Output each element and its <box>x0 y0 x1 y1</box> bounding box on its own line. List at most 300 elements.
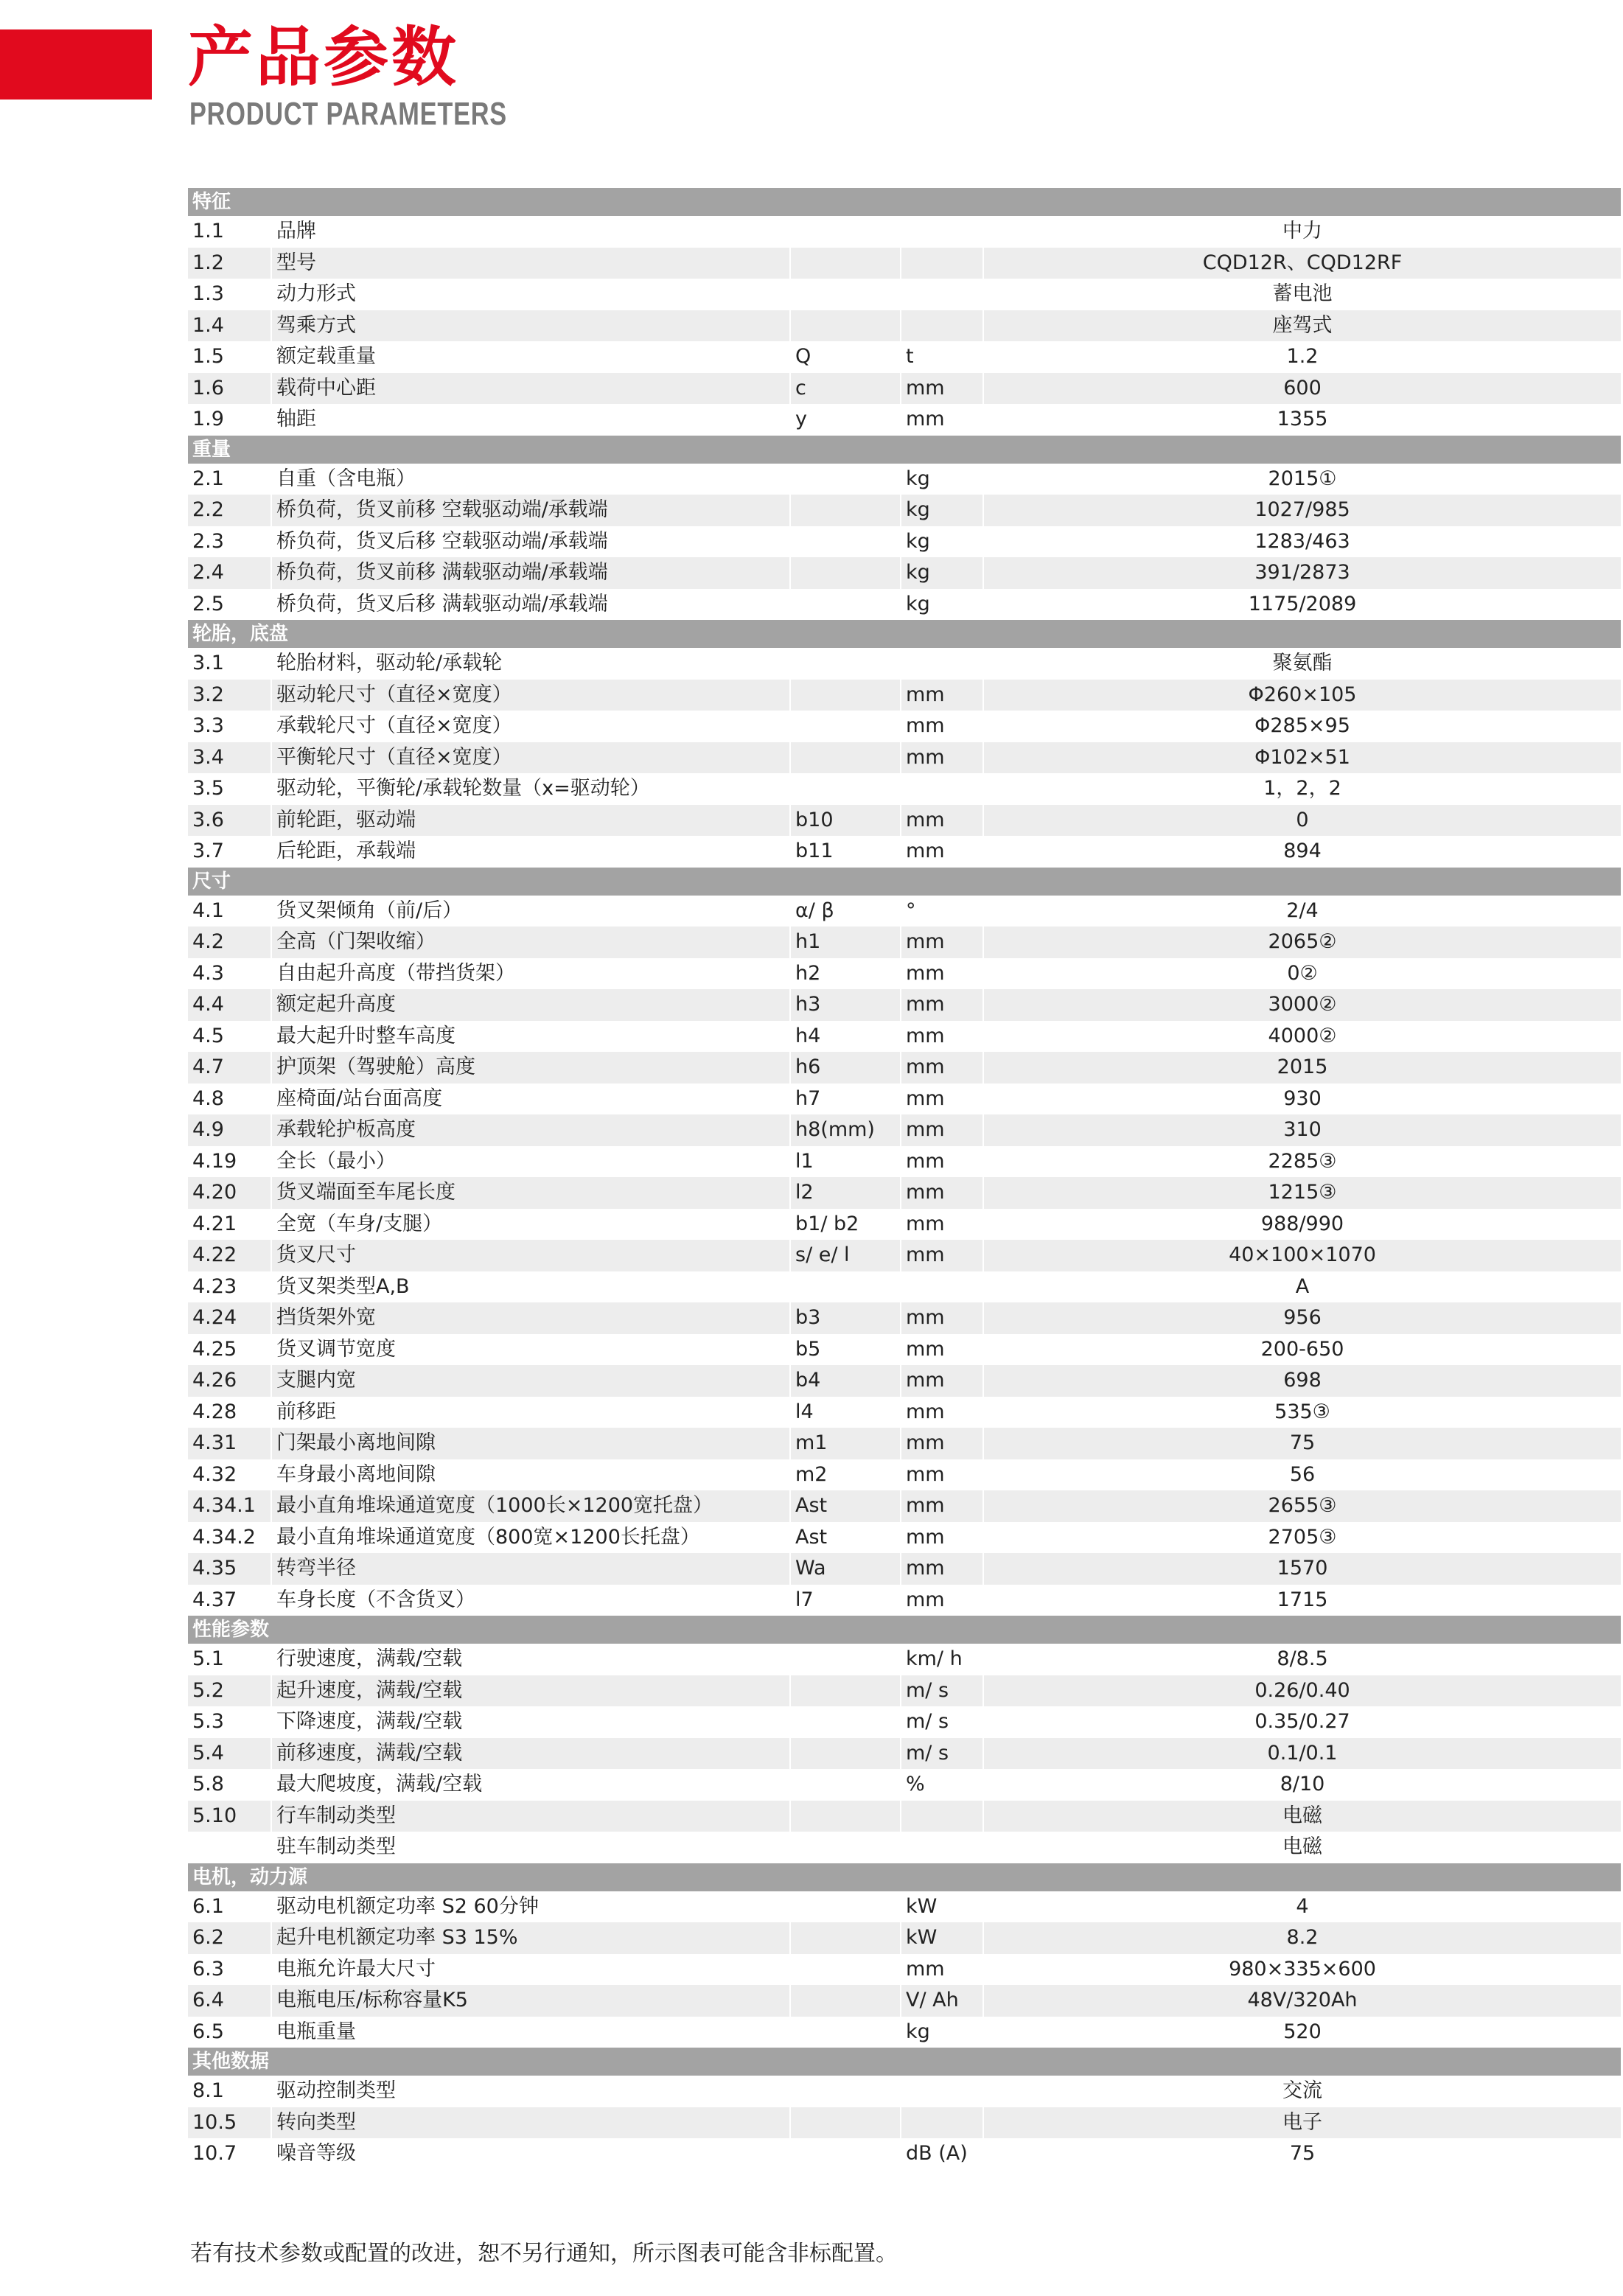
row-number: 3.4 <box>188 742 271 774</box>
param-value: 电磁 <box>983 1832 1622 1863</box>
param-name: 货叉架类型A,B <box>271 1271 790 1303</box>
param-unit: mm <box>901 1084 983 1115</box>
param-value: 1570 <box>983 1553 1622 1585</box>
param-symbol <box>790 1891 901 1923</box>
param-symbol: Ast <box>790 1522 901 1554</box>
section-header <box>188 1863 1622 1891</box>
param-name: 驱动轮，平衡轮/承载轮数量（x=驱动轮） <box>271 773 790 805</box>
spec-row <box>188 896 1622 927</box>
row-number: 4.24 <box>188 1302 271 1334</box>
param-value: 2705③ <box>983 1522 1622 1554</box>
row-number: 4.4 <box>188 989 271 1021</box>
spec-row <box>188 1209 1622 1241</box>
param-unit <box>901 310 983 342</box>
param-unit: mm <box>901 1334 983 1366</box>
param-value: 48V/320Ah <box>983 1985 1622 2017</box>
spec-row <box>188 1397 1622 1428</box>
param-value: 2/4 <box>983 896 1622 927</box>
param-unit: mm <box>901 1954 983 1986</box>
param-unit: mm <box>901 680 983 711</box>
param-value: 980×335×600 <box>983 1954 1622 1986</box>
param-name: 起升速度，满载/空载 <box>271 1675 790 1707</box>
param-name: 轴距 <box>271 404 790 436</box>
row-number: 8.1 <box>188 2076 271 2107</box>
param-symbol <box>790 1738 901 1770</box>
param-symbol <box>790 1801 901 1832</box>
spec-row <box>188 1675 1622 1707</box>
param-symbol: Q <box>790 341 901 373</box>
param-name: 全宽（车身/支腿） <box>271 1209 790 1241</box>
param-value: 391/2873 <box>983 557 1622 589</box>
spec-row <box>188 1365 1622 1397</box>
row-number: 4.21 <box>188 1209 271 1241</box>
spec-row <box>188 1052 1622 1084</box>
spec-row <box>188 1985 1622 2017</box>
param-symbol <box>790 216 901 248</box>
section-title: 电机，动力源 <box>188 1863 1622 1891</box>
spec-row <box>188 1302 1622 1334</box>
spec-row <box>188 2017 1622 2048</box>
param-unit: mm <box>901 1490 983 1522</box>
param-unit: m/ s <box>901 1675 983 1707</box>
spec-row <box>188 1490 1622 1522</box>
param-unit: mm <box>901 711 983 742</box>
param-name: 座椅面/站台面高度 <box>271 1084 790 1115</box>
row-number: 6.5 <box>188 2017 271 2048</box>
row-number: 4.37 <box>188 1585 271 1616</box>
param-symbol <box>790 680 901 711</box>
row-number: 4.34.1 <box>188 1490 271 1522</box>
row-number: 3.1 <box>188 648 271 680</box>
param-value: A <box>983 1271 1622 1303</box>
param-value: 2015 <box>983 1052 1622 1084</box>
param-symbol: c <box>790 373 901 405</box>
spec-row <box>188 557 1622 589</box>
param-value: 中力 <box>983 216 1622 248</box>
param-name: 型号 <box>271 248 790 279</box>
param-symbol <box>790 1954 901 1986</box>
row-number: 4.5 <box>188 1021 271 1053</box>
param-value: 4 <box>983 1891 1622 1923</box>
spec-row <box>188 1021 1622 1053</box>
param-unit: mm <box>901 1397 983 1428</box>
param-value: 600 <box>983 373 1622 405</box>
section-title: 性能参数 <box>188 1616 1622 1644</box>
param-value: 8/8.5 <box>983 1644 1622 1675</box>
param-unit: mm <box>901 1428 983 1459</box>
param-value: 蓄电池 <box>983 279 1622 310</box>
section-header <box>188 2048 1622 2076</box>
param-value: 75 <box>983 1428 1622 1459</box>
param-symbol: h6 <box>790 1052 901 1084</box>
row-number: 1.6 <box>188 373 271 405</box>
footnote: 若有技术参数或配置的改进，恕不另行通知，所示图表可能含非标配置。 <box>190 2241 898 2267</box>
param-unit: mm <box>901 836 983 868</box>
spec-row <box>188 248 1622 279</box>
param-unit: mm <box>901 1146 983 1178</box>
row-number: 4.28 <box>188 1397 271 1428</box>
header-accent-bar <box>0 29 152 100</box>
param-symbol: l7 <box>790 1585 901 1616</box>
param-symbol <box>790 1832 901 1863</box>
param-name: 挡货架外宽 <box>271 1302 790 1334</box>
param-value: 2015① <box>983 464 1622 495</box>
param-name: 驻车制动类型 <box>271 1832 790 1863</box>
param-symbol <box>790 2017 901 2048</box>
spec-row <box>188 1084 1622 1115</box>
param-name: 驱动电机额定功率 S2 60分钟 <box>271 1891 790 1923</box>
param-name: 额定载重量 <box>271 341 790 373</box>
param-unit: mm <box>901 1114 983 1146</box>
param-symbol: b11 <box>790 836 901 868</box>
spec-row <box>188 216 1622 248</box>
param-value: 0.1/0.1 <box>983 1738 1622 1770</box>
param-symbol <box>790 1271 901 1303</box>
spec-row <box>188 805 1622 837</box>
param-value: 电子 <box>983 2107 1622 2139</box>
row-number: 4.35 <box>188 1553 271 1585</box>
param-name: 电瓶重量 <box>271 2017 790 2048</box>
spec-row <box>188 373 1622 405</box>
param-value: 56 <box>983 1459 1622 1491</box>
spec-row <box>188 2076 1622 2107</box>
row-number: 1.3 <box>188 279 271 310</box>
row-number: 1.5 <box>188 341 271 373</box>
param-symbol: h4 <box>790 1021 901 1053</box>
param-unit: kg <box>901 589 983 621</box>
row-number: 4.20 <box>188 1177 271 1209</box>
spec-row <box>188 773 1622 805</box>
spec-row <box>188 989 1622 1021</box>
param-symbol <box>790 648 901 680</box>
param-unit: mm <box>901 1459 983 1491</box>
row-number: 3.2 <box>188 680 271 711</box>
param-unit: mm <box>901 958 983 990</box>
row-number: 1.1 <box>188 216 271 248</box>
page-subtitle: PRODUCT PARAMETERS <box>189 96 507 132</box>
row-number: 3.5 <box>188 773 271 805</box>
param-symbol <box>790 1922 901 1954</box>
row-number: 10.5 <box>188 2107 271 2139</box>
param-unit: kg <box>901 557 983 589</box>
param-name: 桥负荷，货叉前移 空载驱动端/承载端 <box>271 495 790 526</box>
param-symbol: Wa <box>790 1553 901 1585</box>
section-header <box>188 868 1622 896</box>
spec-row <box>188 1240 1622 1271</box>
spec-row <box>188 1738 1622 1770</box>
param-symbol <box>790 526 901 558</box>
param-name: 平衡轮尺寸（直径×宽度） <box>271 742 790 774</box>
param-name: 桥负荷，货叉后移 满载驱动端/承载端 <box>271 589 790 621</box>
row-number: 4.34.2 <box>188 1522 271 1554</box>
section-title: 其他数据 <box>188 2048 1622 2076</box>
row-number: 5.4 <box>188 1738 271 1770</box>
param-value: 2285③ <box>983 1146 1622 1178</box>
section-header <box>188 620 1622 648</box>
section-title: 尺寸 <box>188 868 1622 896</box>
param-value: 0② <box>983 958 1622 990</box>
param-name: 最小直角堆垛通道宽度（1000长×1200宽托盘） <box>271 1490 790 1522</box>
param-symbol: Ast <box>790 1490 901 1522</box>
spec-row <box>188 1801 1622 1832</box>
param-unit: mm <box>901 1209 983 1241</box>
param-unit <box>901 2076 983 2107</box>
param-value: 1215③ <box>983 1177 1622 1209</box>
param-symbol: h1 <box>790 927 901 958</box>
row-number: 2.2 <box>188 495 271 526</box>
param-name: 电瓶电压/标称容量K5 <box>271 1985 790 2017</box>
row-number: 4.1 <box>188 896 271 927</box>
param-unit: mm <box>901 1553 983 1585</box>
row-number: 3.3 <box>188 711 271 742</box>
spec-row <box>188 589 1622 621</box>
param-symbol: l2 <box>790 1177 901 1209</box>
spec-row <box>188 1706 1622 1738</box>
param-name: 驱动控制类型 <box>271 2076 790 2107</box>
param-name: 支腿内宽 <box>271 1365 790 1397</box>
row-number: 6.4 <box>188 1985 271 2017</box>
param-symbol: b3 <box>790 1302 901 1334</box>
spec-row <box>188 341 1622 373</box>
param-name: 起升电机额定功率 S3 15% <box>271 1922 790 1954</box>
row-number: 5.10 <box>188 1801 271 1832</box>
param-name: 前移速度，满载/空载 <box>271 1738 790 1770</box>
param-value: 8/10 <box>983 1769 1622 1801</box>
param-unit: t <box>901 341 983 373</box>
spec-row <box>188 1459 1622 1491</box>
param-symbol <box>790 742 901 774</box>
param-value: 520 <box>983 2017 1622 2048</box>
param-unit: mm <box>901 989 983 1021</box>
param-value: 1027/985 <box>983 495 1622 526</box>
param-value: 2065② <box>983 927 1622 958</box>
param-value: 1283/463 <box>983 526 1622 558</box>
param-symbol: m1 <box>790 1428 901 1459</box>
row-number: 1.9 <box>188 404 271 436</box>
section-header <box>188 1616 1622 1644</box>
row-number: 4.3 <box>188 958 271 990</box>
spec-row <box>188 1891 1622 1923</box>
param-symbol <box>790 1675 901 1707</box>
param-name: 行车制动类型 <box>271 1801 790 1832</box>
row-number: 5.1 <box>188 1644 271 1675</box>
param-unit: mm <box>901 1177 983 1209</box>
param-unit: mm <box>901 1240 983 1271</box>
param-name: 货叉架倾角（前/后） <box>271 896 790 927</box>
param-unit: mm <box>901 404 983 436</box>
param-name: 后轮距，承载端 <box>271 836 790 868</box>
param-unit: mm <box>901 1365 983 1397</box>
param-symbol <box>790 1706 901 1738</box>
param-name: 转弯半径 <box>271 1553 790 1585</box>
param-symbol: b4 <box>790 1365 901 1397</box>
param-value: Φ102×51 <box>983 742 1622 774</box>
param-symbol: h7 <box>790 1084 901 1115</box>
param-unit: mm <box>901 373 983 405</box>
spec-row <box>188 1585 1622 1616</box>
row-number: 4.2 <box>188 927 271 958</box>
param-unit: mm <box>901 927 983 958</box>
spec-table <box>188 188 1622 2170</box>
param-value: 8.2 <box>983 1922 1622 1954</box>
param-value: 698 <box>983 1365 1622 1397</box>
param-value: 75 <box>983 2138 1622 2170</box>
param-name: 护顶架（驾驶舱）高度 <box>271 1052 790 1084</box>
param-symbol <box>790 495 901 526</box>
param-symbol <box>790 464 901 495</box>
param-unit <box>901 1832 983 1863</box>
row-number <box>188 1832 271 1863</box>
param-unit: V/ Ah <box>901 1985 983 2017</box>
param-value: 1715 <box>983 1585 1622 1616</box>
param-name: 电瓶允许最大尺寸 <box>271 1954 790 1986</box>
section-header <box>188 188 1622 216</box>
spec-row <box>188 648 1622 680</box>
param-unit <box>901 216 983 248</box>
param-value: Φ285×95 <box>983 711 1622 742</box>
param-name: 承载轮护板高度 <box>271 1114 790 1146</box>
param-symbol <box>790 1985 901 2017</box>
param-value: 200-650 <box>983 1334 1622 1366</box>
param-name: 驾乘方式 <box>271 310 790 342</box>
param-symbol: h8(mm) <box>790 1114 901 1146</box>
param-symbol <box>790 279 901 310</box>
param-symbol: b5 <box>790 1334 901 1366</box>
row-number: 1.2 <box>188 248 271 279</box>
param-unit: mm <box>901 1021 983 1053</box>
param-value: 3000② <box>983 989 1622 1021</box>
section-title: 轮胎，底盘 <box>188 620 1622 648</box>
row-number: 3.6 <box>188 805 271 837</box>
param-name: 桥负荷，货叉后移 空载驱动端/承载端 <box>271 526 790 558</box>
param-name: 最大爬坡度，满载/空载 <box>271 1769 790 1801</box>
param-unit: km/ h <box>901 1644 983 1675</box>
row-number: 3.7 <box>188 836 271 868</box>
param-unit: mm <box>901 1302 983 1334</box>
param-value: 座驾式 <box>983 310 1622 342</box>
param-value: 电磁 <box>983 1801 1622 1832</box>
param-symbol <box>790 711 901 742</box>
spec-row <box>188 526 1622 558</box>
param-unit: m/ s <box>901 1738 983 1770</box>
param-unit <box>901 2107 983 2139</box>
row-number: 4.26 <box>188 1365 271 1397</box>
param-value: 1，2，2 <box>983 773 1622 805</box>
param-name: 全长（最小） <box>271 1146 790 1178</box>
param-unit: mm <box>901 1522 983 1554</box>
row-number: 4.7 <box>188 1052 271 1084</box>
param-value: 2655③ <box>983 1490 1622 1522</box>
param-unit <box>901 248 983 279</box>
param-name: 下降速度，满载/空载 <box>271 1706 790 1738</box>
param-symbol: s/ e/ l <box>790 1240 901 1271</box>
param-name: 行驶速度，满载/空载 <box>271 1644 790 1675</box>
row-number: 4.31 <box>188 1428 271 1459</box>
param-symbol: m2 <box>790 1459 901 1491</box>
param-symbol: l4 <box>790 1397 901 1428</box>
spec-row <box>188 1553 1622 1585</box>
spec-row <box>188 680 1622 711</box>
spec-row <box>188 279 1622 310</box>
spec-row <box>188 1177 1622 1209</box>
spec-row <box>188 2107 1622 2139</box>
param-value: 1355 <box>983 404 1622 436</box>
row-number: 6.1 <box>188 1891 271 1923</box>
spec-row <box>188 927 1622 958</box>
param-value: 310 <box>983 1114 1622 1146</box>
param-name: 门架最小离地间隙 <box>271 1428 790 1459</box>
param-symbol <box>790 2107 901 2139</box>
param-unit: kg <box>901 526 983 558</box>
param-name: 车身长度（不含货叉） <box>271 1585 790 1616</box>
param-symbol: b1/ b2 <box>790 1209 901 1241</box>
param-name: 最小直角堆垛通道宽度（800宽×1200长托盘） <box>271 1522 790 1554</box>
param-unit: mm <box>901 1052 983 1084</box>
param-name: 自重（含电瓶） <box>271 464 790 495</box>
row-number: 4.19 <box>188 1146 271 1178</box>
row-number: 4.22 <box>188 1240 271 1271</box>
spec-row <box>188 1334 1622 1366</box>
section-title: 特征 <box>188 188 1622 216</box>
param-value: 40×100×1070 <box>983 1240 1622 1271</box>
param-unit: ° <box>901 896 983 927</box>
param-unit: mm <box>901 742 983 774</box>
param-name: 最大起升时整车高度 <box>271 1021 790 1053</box>
param-unit: kW <box>901 1891 983 1923</box>
param-unit: mm <box>901 1585 983 1616</box>
param-unit: % <box>901 1769 983 1801</box>
spec-row <box>188 836 1622 868</box>
spec-row <box>188 1146 1622 1178</box>
param-unit <box>901 279 983 310</box>
row-number: 2.3 <box>188 526 271 558</box>
spec-row <box>188 1832 1622 1863</box>
spec-row <box>188 1644 1622 1675</box>
param-symbol: h3 <box>790 989 901 1021</box>
param-unit: kg <box>901 495 983 526</box>
param-unit <box>901 1801 983 1832</box>
param-symbol <box>790 2138 901 2170</box>
param-value: 1175/2089 <box>983 589 1622 621</box>
spec-row <box>188 1922 1622 1954</box>
param-name: 转向类型 <box>271 2107 790 2139</box>
param-name: 额定起升高度 <box>271 989 790 1021</box>
param-name: 动力形式 <box>271 279 790 310</box>
param-symbol <box>790 310 901 342</box>
row-number: 10.7 <box>188 2138 271 2170</box>
param-unit: kg <box>901 2017 983 2048</box>
param-symbol <box>790 557 901 589</box>
param-symbol: h2 <box>790 958 901 990</box>
param-symbol <box>790 248 901 279</box>
spec-row <box>188 742 1622 774</box>
spec-row <box>188 2138 1622 2170</box>
param-name: 载荷中心距 <box>271 373 790 405</box>
row-number: 5.8 <box>188 1769 271 1801</box>
spec-row <box>188 1114 1622 1146</box>
param-unit <box>901 773 983 805</box>
param-value: 988/990 <box>983 1209 1622 1241</box>
param-symbol: b10 <box>790 805 901 837</box>
param-name: 驱动轮尺寸（直径×宽度） <box>271 680 790 711</box>
spec-row <box>188 1769 1622 1801</box>
param-value: 894 <box>983 836 1622 868</box>
param-symbol: y <box>790 404 901 436</box>
param-symbol <box>790 1769 901 1801</box>
param-value: 4000② <box>983 1021 1622 1053</box>
row-number: 4.23 <box>188 1271 271 1303</box>
param-name: 自由起升高度（带挡货架） <box>271 958 790 990</box>
